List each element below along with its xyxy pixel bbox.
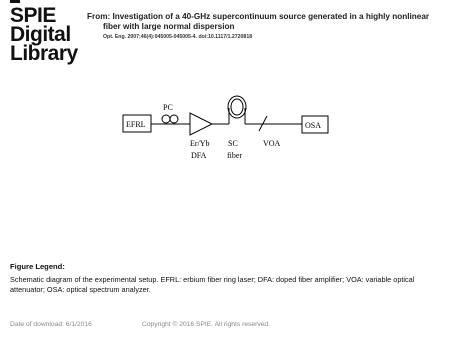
copyright: Copyright © 2016 SPIE. All rights reserved.	[142, 321, 270, 328]
sc-label-2: fiber	[227, 151, 243, 160]
from-line-1: From: Investigation of a 40-GHz supercontinuum source generated in a highly nonlinear	[87, 12, 430, 21]
pc-loop-2	[170, 115, 178, 123]
voa-label: VOA	[263, 139, 281, 148]
logo-line-3: Library	[10, 42, 78, 65]
osa-label: OSA	[305, 121, 322, 130]
from-line-2: fiber with large normal dispersion	[103, 22, 235, 31]
figure-legend-heading: Figure Legend:	[10, 262, 65, 271]
amp-label-1: Er/Yb	[190, 139, 210, 148]
sc-fiber-coil-inner	[231, 99, 243, 115]
sc-label-1: SC	[228, 139, 238, 148]
figure-legend-text: Schematic diagram of the experimental setup. EFRL: erbium fiber ring laser; DFA: doped fiber amplifier; VOA: variable optical attenuator; OSA: optical spectrum analyzer.	[10, 275, 415, 294]
efrl-label: EFRL	[126, 120, 146, 129]
logo-line-2: Digital	[10, 23, 71, 46]
amplifier-triangle	[190, 113, 212, 135]
logo-line-1: SPIE	[10, 4, 56, 27]
pc-loop-1	[162, 115, 170, 123]
citation: Opt. Eng. 2007;46(4):045005-045005-4. doi:10.1117/1.2720818	[103, 34, 253, 40]
pc-label: PC	[163, 103, 173, 112]
amp-label-2: DFA	[191, 151, 207, 160]
download-date: Date of download: 6/1/2016	[10, 321, 92, 328]
